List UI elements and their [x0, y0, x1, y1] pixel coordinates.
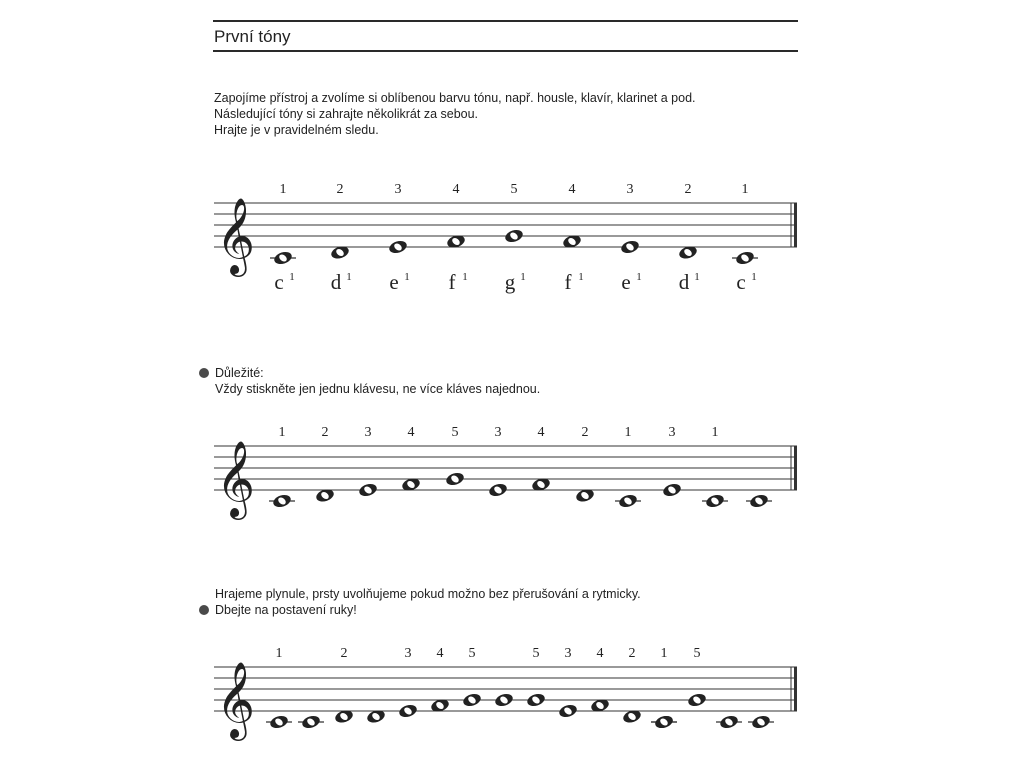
- finger-number: 2: [336, 182, 344, 197]
- finger-number: 2: [628, 646, 636, 661]
- treble-clef-icon: 𝄞: [216, 661, 256, 738]
- finger-number: 5: [451, 425, 459, 440]
- note-octave: 1: [346, 271, 352, 283]
- finger-number: 1: [275, 646, 283, 661]
- finger-number: 2: [321, 425, 329, 440]
- note-octave: 1: [694, 271, 700, 283]
- finger-number: 3: [564, 646, 572, 661]
- finger-number: 4: [436, 646, 444, 661]
- note-octave: 1: [404, 271, 410, 283]
- note-octave: 1: [520, 271, 526, 283]
- finger-number: 3: [394, 182, 402, 197]
- finger-number: 3: [494, 425, 502, 440]
- final-barline: [794, 446, 797, 490]
- finger-number: 3: [668, 425, 676, 440]
- intro-line: Následující tóny si zahrajte několikrát za sebou.: [214, 107, 479, 121]
- finger-number: 1: [278, 425, 286, 440]
- finger-number: 3: [626, 182, 634, 197]
- finger-number: 5: [532, 646, 540, 661]
- note-octave: 1: [751, 271, 757, 283]
- finger-number: 1: [279, 182, 287, 197]
- finger-number: 1: [711, 425, 719, 440]
- final-barline: [794, 667, 797, 711]
- finger-number: 2: [340, 646, 348, 661]
- note-name: g: [504, 270, 516, 294]
- note-name: d: [678, 270, 690, 294]
- finger-number: 3: [404, 646, 412, 661]
- finger-number: 2: [581, 425, 589, 440]
- page-title: První tóny: [214, 27, 291, 46]
- important-text: Vždy stiskněte jen jednu klávesu, ne více kláves najednou.: [215, 382, 541, 396]
- finger-number: 2: [684, 182, 692, 197]
- finger-number: 5: [468, 646, 476, 661]
- finger-number: 4: [407, 425, 415, 440]
- finger-number: 4: [568, 182, 576, 197]
- intro-line: Hrajte je v pravidelném sledu.: [214, 123, 379, 137]
- note-name: c: [274, 270, 284, 294]
- note-name: c: [736, 270, 746, 294]
- finger-number: 3: [364, 425, 372, 440]
- final-barline: [794, 203, 797, 247]
- note-name: f: [448, 270, 456, 294]
- note-octave: 1: [578, 271, 584, 283]
- note-name: d: [330, 270, 342, 294]
- finger-number: 1: [741, 182, 749, 197]
- finger-number: 1: [624, 425, 632, 440]
- finger-number: 1: [660, 646, 668, 661]
- note-name: f: [564, 270, 572, 294]
- important-heading: Důležité:: [215, 366, 264, 380]
- note-name: e: [621, 270, 631, 294]
- finger-number: 4: [596, 646, 604, 661]
- legato-text: Hrajeme plynule, prsty uvolňujeme pokud možno bez přerušování a rytmicky.: [215, 587, 641, 601]
- finger-number: 5: [693, 646, 701, 661]
- note-octave: 1: [636, 271, 642, 283]
- note-name: e: [389, 270, 399, 294]
- finger-number: 4: [452, 182, 460, 197]
- posture-text: Dbejte na postavení ruky!: [215, 603, 357, 617]
- treble-clef-icon: 𝄞: [216, 197, 256, 274]
- note-octave: 1: [289, 271, 295, 283]
- finger-number: 4: [537, 425, 545, 440]
- note-octave: 1: [462, 271, 468, 283]
- intro-line: Zapojíme přístroj a zvolíme si oblíbenou barvu tónu, např. housle, klavír, klarinet a pod.: [214, 91, 696, 105]
- finger-number: 5: [510, 182, 518, 197]
- treble-clef-icon: 𝄞: [216, 440, 256, 517]
